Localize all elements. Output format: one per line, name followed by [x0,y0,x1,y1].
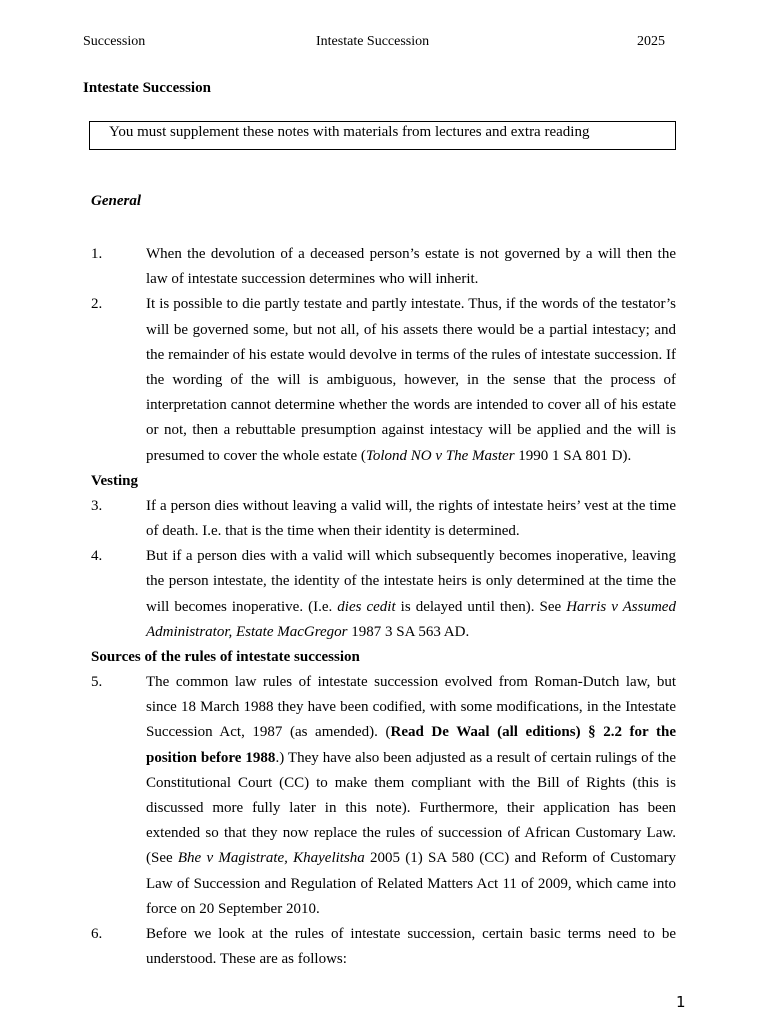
text-segment: is delayed until then). See [395,598,567,615]
item-text [146,292,676,468]
item-text [146,670,676,922]
document-title: Intestate Succession [83,80,211,96]
page-number: 1 [676,993,686,1011]
notice-box [89,121,676,150]
latin-term: dies cedit [337,598,396,615]
item-number: 1. [91,246,103,262]
text-segment: The common law rules of intestate succession evolved from Roman-Dutch law, but since 18 March 1988 they have been codified, with some modifications, in the Intestate Succession Act, 1987 (as amended). ( [146,674,676,741]
section-heading-general: General [91,193,141,209]
item-number: 2. [91,296,103,313]
text-segment: It is possible to die partly testate and partly intestate. Thus, if the words of the testator’s will be governed some, but not all, of his assets there would be a partial intestacy; and the remainder of his estate would devolve in terms of the rules of intestate succession. If the wording of the will is ambiguous, however, in the sense that the process of interpretation cannot determine whether the words are intended to cover all of his estate or not, then a rebuttable presumption against intestacy will be applied and the will is presumed to cover the whole estate ( [146,296,676,464]
list-item [91,922,676,972]
item-text: If a person dies without leaving a valid will, the rights of intestate heirs’ vest at the time of death. I.e. that is the time when their identity is determined. [146,497,676,540]
header-left: Succession [83,34,146,49]
list-item [91,544,676,645]
item-number: 4. [91,548,103,565]
item-text: Before we look at the rules of intestate succession, certain basic terms need to be understood. These are as follows: [146,926,676,968]
item-number: 3. [91,497,103,514]
text-segment: But if a person dies with a valid will which subsequently becomes inoperative, leaving the person intestate, the identity of the intestate heirs is only determined at the time the will becomes inoperative. (I.e. [146,548,676,615]
document-body [91,192,676,972]
text-segment: .) They have also been adjusted as a result of certain rulings of the Constitutional Court (CC) to make them compliant with the Bill of Rights (this is discussed more fully later in this note). Furthermore, their application has been extended so that they now replace the rules of succession of African Customary Law. (See [146,749,676,867]
header-center: Intestate Succession [316,34,430,49]
case-citation: Bhe v Magistrate, Khayelitsha [177,850,365,867]
header-right: 2025 [637,34,665,49]
list-item [91,292,676,468]
item-text [146,544,676,645]
item-number: 6. [91,926,103,943]
list-item [91,494,676,544]
notice-text: You must supplement these notes with materials from lectures and extra reading [109,124,590,140]
case-citation: Harris v Assumed Administrator, Estate MacGregor [146,598,676,640]
section-heading-vesting: Vesting [91,472,138,489]
text-segment: 1987 3 SA 563 AD. [347,623,470,640]
case-citation: Tolond NO v The Master [365,447,515,464]
item-number: 5. [91,674,103,691]
section-heading-sources: Sources of the rules of intestate succession [91,649,360,666]
item-text: When the devolution of a deceased person’s estate is not governed by a will then the law of intestate succession determines who will inherit. [146,246,676,288]
reading-instruction: Read De Waal (all editions) § 2.2 for the position before 1988 [146,724,677,766]
list-item [91,242,676,292]
list-item [91,670,676,922]
text-segment: 1990 1 SA 801 D). [514,447,632,464]
text-segment: 2005 (1) SA 580 (CC) and Reform of Customary Law of Succession and Regulation of Related Matters Act 11 of 2009, which came into force on 20 September 2010. [146,850,677,917]
